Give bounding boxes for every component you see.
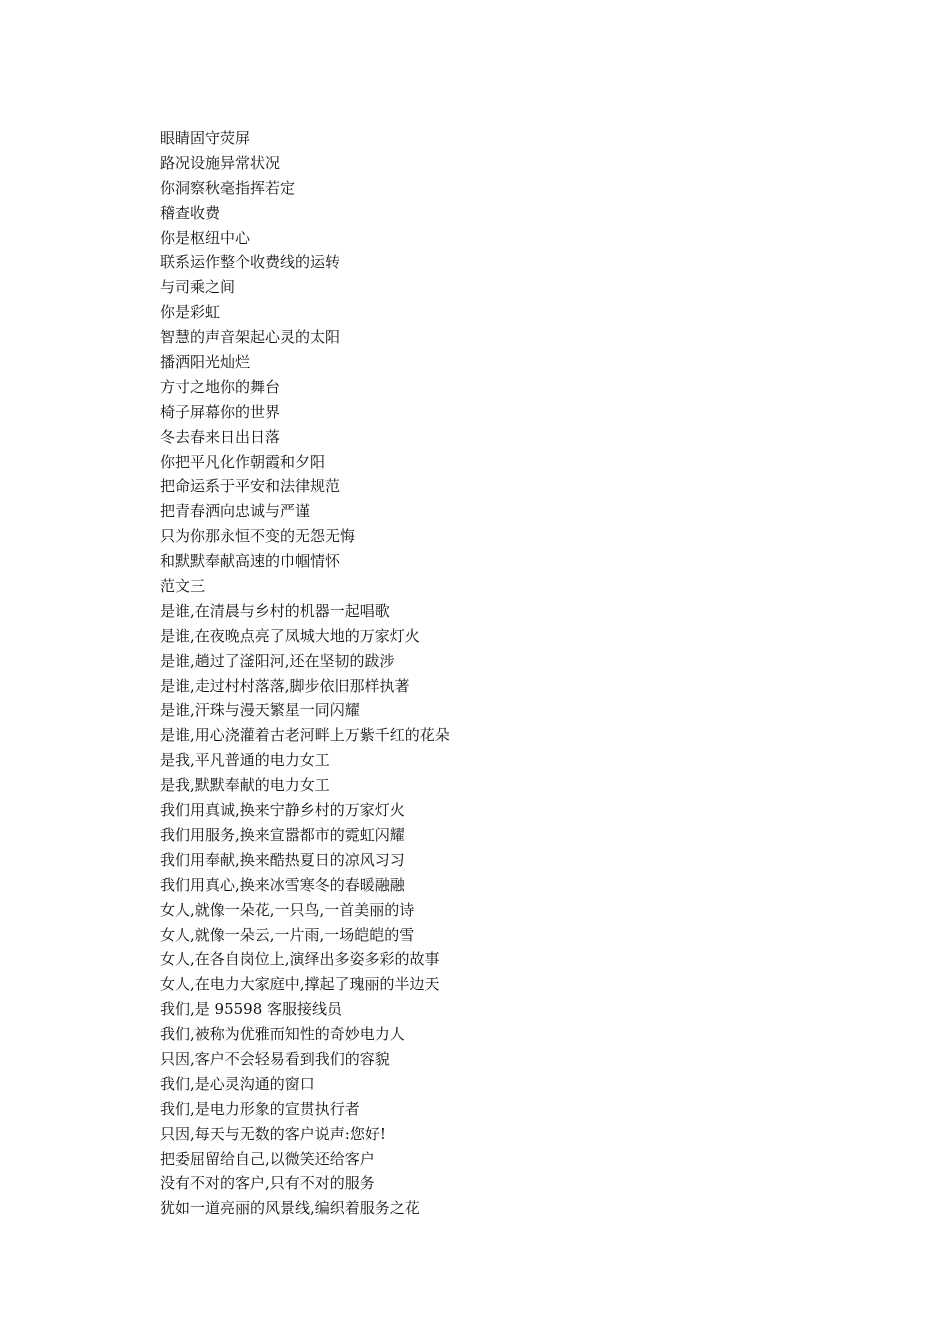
text-line: 我们,是心灵沟通的窗口	[160, 1074, 315, 1093]
text-line: 是我,平凡普通的电力女工	[160, 751, 330, 770]
text-line: 是谁,趟过了滏阳河,还在坚韧的跋涉	[160, 651, 395, 670]
text-line: 把命运系于平安和法律规范	[160, 477, 341, 496]
text-line: 你洞察秋毫指挥若定	[160, 178, 296, 197]
text-line: 是谁,走过村村落落,脚步依旧那样执著	[160, 676, 410, 695]
poem-text	[160, 126, 860, 1221]
text-line: 是谁,汗珠与漫天繁星一同闪耀	[160, 701, 360, 720]
text-line: 我们用真心,换来冰雪寒冬的春暖融融	[160, 875, 405, 894]
text-line: 女人,就像一朵花,一只鸟,一首美丽的诗	[160, 900, 415, 919]
text-line: 你是彩虹	[160, 303, 221, 322]
text-line: 方寸之地你的舞台	[160, 377, 281, 396]
text-line: 和默默奉献高速的巾帼情怀	[160, 552, 341, 571]
text-line: 只因,每天与无数的客户说声:您好!	[160, 1124, 386, 1143]
text-line: 只因,客户不会轻易看到我们的容貌	[160, 1049, 390, 1068]
text-line: 播洒阳光灿烂	[160, 353, 251, 372]
text-line: 与司乘之间	[160, 278, 236, 297]
section-heading: 范文三	[160, 577, 206, 596]
text-line: 你是枢纽中心	[160, 228, 251, 247]
text-line: 椅子屏幕你的世界	[160, 402, 281, 421]
text-line: 我们用服务,换来宣嚣都市的霓虹闪耀	[160, 825, 405, 844]
text-line: 犹如一道亮丽的风景线,编织着服务之花	[160, 1199, 420, 1218]
text-line: 智慧的声音架起心灵的太阳	[160, 328, 341, 347]
text-line: 你把平凡化作朝霞和夕阳	[160, 452, 326, 471]
text-line: 女人,就像一朵云,一片雨,一场皑皑的雪	[160, 925, 415, 944]
text-line: 没有不对的客户,只有不对的服务	[160, 1174, 375, 1193]
text-line: 是谁,在夜晚点亮了凤城大地的万家灯火	[160, 626, 420, 645]
text-line: 是我,默默奉献的电力女工	[160, 776, 330, 795]
text-line: 冬去春来日出日落	[160, 427, 281, 446]
text-line: 联系运作整个收费线的运转	[160, 253, 341, 272]
text-line: 我们用奉献,换来酷热夏日的凉风习习	[160, 850, 405, 869]
text-line: 把委屈留给自己,以微笑还给客户	[160, 1149, 375, 1168]
text-line: 女人,在电力大家庭中,撑起了瑰丽的半边天	[160, 975, 440, 994]
text-line: 是谁,在清晨与乡村的机器一起唱歌	[160, 601, 390, 620]
text-line: 我们,是电力形象的宣贯执行者	[160, 1099, 360, 1118]
text-line: 路况设施异常状况	[160, 153, 281, 172]
text-line: 我们,被称为优雅而知性的奇妙电力人	[160, 1025, 405, 1044]
text-line: 我们用真诚,换来宁静乡村的万家灯火	[160, 801, 405, 820]
text-line: 把青春洒向忠诚与严谨	[160, 502, 311, 521]
text-line: 我们,是 95598 客服接线员	[160, 1000, 343, 1019]
text-line: 女人,在各自岗位上,演绎出多姿多彩的故事	[160, 950, 440, 969]
text-line: 是谁,用心浇灌着古老河畔上万紫千红的花朵	[160, 726, 450, 745]
text-line: 稽查收费	[160, 203, 221, 222]
text-line: 眼睛固守荧屏	[160, 129, 251, 147]
text-line: 只为你那永恒不变的无怨无悔	[160, 527, 356, 546]
